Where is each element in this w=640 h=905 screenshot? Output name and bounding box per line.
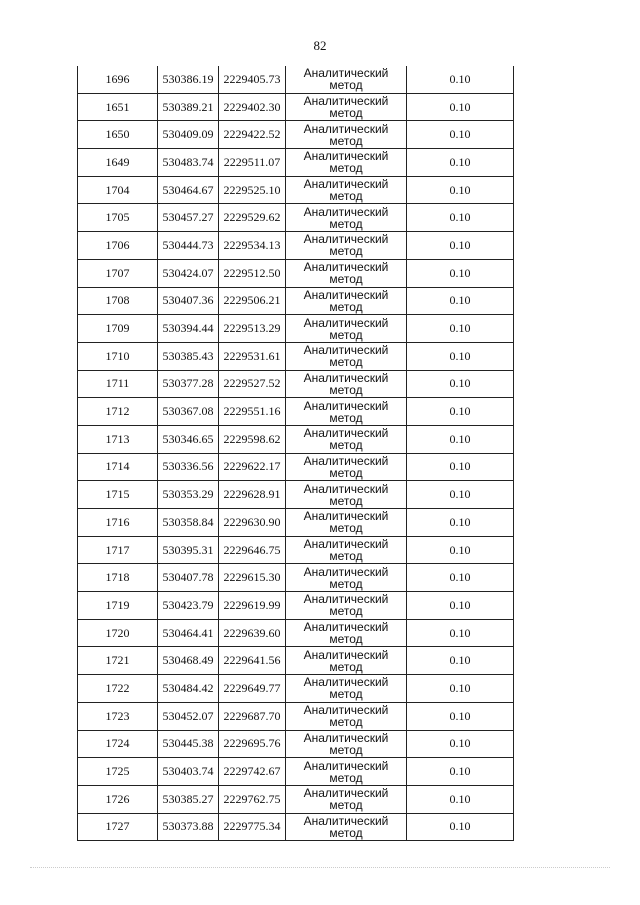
method-cell [286, 370, 407, 398]
y-coordinate-cell: 2229641.56 [219, 647, 286, 675]
method-cell [286, 287, 407, 315]
point-number-cell: 1696 [78, 66, 158, 93]
y-coordinate-cell: 2229529.62 [219, 204, 286, 232]
method-label-line2: метод [329, 521, 363, 536]
point-number-cell: 1721 [78, 647, 158, 675]
y-coordinate-cell: 2229551.16 [219, 398, 286, 426]
accuracy-cell: 0.10 [407, 425, 514, 453]
method-cell [286, 730, 407, 758]
x-coordinate-cell: 530407.78 [158, 564, 219, 592]
method-label-line1: Аналитический [303, 620, 389, 635]
x-coordinate-cell: 530444.73 [158, 232, 219, 260]
y-coordinate-cell: 2229511.07 [219, 149, 286, 177]
accuracy-cell: 0.10 [407, 564, 514, 592]
x-coordinate-cell: 530423.79 [158, 592, 219, 620]
accuracy-cell: 0.10 [407, 121, 514, 149]
method-label-line2: метод [329, 78, 363, 93]
method-cell [286, 592, 407, 620]
method-cell [286, 204, 407, 232]
point-number-cell: 1709 [78, 315, 158, 343]
method-label-line1: Аналитический [303, 758, 389, 773]
accuracy-cell: 0.10 [407, 509, 514, 537]
method-cell [286, 758, 407, 786]
x-coordinate-cell: 530385.27 [158, 785, 219, 813]
method-cell [286, 342, 407, 370]
accuracy-cell: 0.10 [407, 481, 514, 509]
y-coordinate-cell: 2229687.70 [219, 702, 286, 730]
method-label-line1: Аналитический [303, 315, 389, 330]
method-cell [286, 93, 407, 121]
method-cell [286, 675, 407, 703]
method-label-line2: метод [329, 493, 363, 508]
x-coordinate-cell: 530483.74 [158, 149, 219, 177]
method-label-line2: метод [329, 549, 363, 564]
y-coordinate-cell: 2229513.29 [219, 315, 286, 343]
table-row [78, 675, 514, 703]
method-label-line1: Аналитический [303, 786, 389, 801]
method-label-line1: Аналитический [303, 343, 389, 358]
table-row [78, 813, 514, 841]
method-label-line2: метод [329, 798, 363, 813]
y-coordinate-cell: 2229405.73 [219, 66, 286, 93]
y-coordinate-cell: 2229525.10 [219, 176, 286, 204]
table-row [78, 149, 514, 177]
accuracy-cell: 0.10 [407, 149, 514, 177]
method-label-line2: метод [329, 465, 363, 480]
point-number-cell: 1710 [78, 342, 158, 370]
scan-artifact-divider [30, 867, 610, 869]
y-coordinate-cell: 2229775.34 [219, 813, 286, 841]
point-number-cell: 1724 [78, 730, 158, 758]
method-label-line2: метод [329, 632, 363, 647]
method-label-line2: метод [329, 299, 363, 314]
point-number-cell: 1716 [78, 509, 158, 537]
method-label-line2: метод [329, 189, 363, 204]
table-row [78, 66, 514, 93]
method-cell [286, 813, 407, 841]
method-label-line2: метод [329, 244, 363, 259]
method-label-line1: Аналитический [303, 426, 389, 441]
point-number-cell: 1727 [78, 813, 158, 841]
y-coordinate-cell: 2229695.76 [219, 730, 286, 758]
accuracy-cell: 0.10 [407, 702, 514, 730]
table-row [78, 121, 514, 149]
method-cell [286, 785, 407, 813]
point-number-cell: 1651 [78, 93, 158, 121]
y-coordinate-cell: 2229615.30 [219, 564, 286, 592]
table-row [78, 730, 514, 758]
method-label-line2: метод [329, 355, 363, 370]
method-label-line2: метод [329, 715, 363, 730]
method-label-line2: метод [329, 438, 363, 453]
method-label-line2: метод [329, 659, 363, 674]
x-coordinate-cell: 530353.29 [158, 481, 219, 509]
table-row [78, 370, 514, 398]
method-label-line1: Аналитический [303, 481, 389, 496]
accuracy-cell: 0.10 [407, 398, 514, 426]
method-label-line1: Аналитический [303, 453, 389, 468]
point-number-cell: 1712 [78, 398, 158, 426]
table-row [78, 758, 514, 786]
table-row [78, 287, 514, 315]
method-label-line1: Аналитический [303, 232, 389, 247]
accuracy-cell: 0.10 [407, 785, 514, 813]
table-row [78, 619, 514, 647]
method-label-line2: метод [329, 825, 363, 840]
accuracy-cell: 0.10 [407, 592, 514, 620]
method-cell [286, 536, 407, 564]
method-label-line1: Аналитический [303, 177, 389, 192]
x-coordinate-cell: 530424.07 [158, 259, 219, 287]
table-row [78, 342, 514, 370]
x-coordinate-cell: 530377.28 [158, 370, 219, 398]
x-coordinate-cell: 530395.31 [158, 536, 219, 564]
accuracy-cell: 0.10 [407, 675, 514, 703]
point-number-cell: 1707 [78, 259, 158, 287]
point-number-cell: 1706 [78, 232, 158, 260]
method-cell [286, 647, 407, 675]
method-cell [286, 149, 407, 177]
table-row [78, 315, 514, 343]
method-label-line2: метод [329, 687, 363, 702]
method-label-line1: Аналитический [303, 287, 389, 302]
point-number-cell: 1705 [78, 204, 158, 232]
x-coordinate-cell: 530389.21 [158, 93, 219, 121]
point-number-cell: 1713 [78, 425, 158, 453]
method-label-line1: Аналитический [303, 370, 389, 385]
method-cell [286, 702, 407, 730]
accuracy-cell: 0.10 [407, 259, 514, 287]
accuracy-cell: 0.10 [407, 232, 514, 260]
x-coordinate-cell: 530358.84 [158, 509, 219, 537]
x-coordinate-cell: 530464.67 [158, 176, 219, 204]
method-label-line1: Аналитический [303, 398, 389, 413]
method-label-line2: метод [329, 604, 363, 619]
point-number-cell: 1719 [78, 592, 158, 620]
method-label-line2: метод [329, 770, 363, 785]
method-label-line2: метод [329, 327, 363, 342]
table-row [78, 398, 514, 426]
method-label-line1: Аналитический [303, 537, 389, 552]
point-number-cell: 1718 [78, 564, 158, 592]
point-number-cell: 1715 [78, 481, 158, 509]
y-coordinate-cell: 2229402.30 [219, 93, 286, 121]
method-label-line2: метод [329, 742, 363, 757]
method-cell [286, 564, 407, 592]
page-number: 82 [313, 38, 327, 53]
point-number-cell: 1723 [78, 702, 158, 730]
y-coordinate-cell: 2229762.75 [219, 785, 286, 813]
y-coordinate-cell: 2229639.60 [219, 619, 286, 647]
method-label-line1: Аналитический [303, 204, 389, 219]
method-label-line1: Аналитический [303, 260, 389, 275]
accuracy-cell: 0.10 [407, 619, 514, 647]
x-coordinate-cell: 530367.08 [158, 398, 219, 426]
x-coordinate-cell: 530385.43 [158, 342, 219, 370]
method-label-line1: Аналитический [303, 703, 389, 718]
table-row [78, 93, 514, 121]
x-coordinate-cell: 530484.42 [158, 675, 219, 703]
method-label-line1: Аналитический [303, 813, 389, 828]
x-coordinate-cell: 530464.41 [158, 619, 219, 647]
y-coordinate-cell: 2229742.67 [219, 758, 286, 786]
point-number-cell: 1714 [78, 453, 158, 481]
method-cell [286, 398, 407, 426]
y-coordinate-cell: 2229622.17 [219, 453, 286, 481]
method-cell [286, 509, 407, 537]
point-number-cell: 1650 [78, 121, 158, 149]
y-coordinate-cell: 2229628.91 [219, 481, 286, 509]
accuracy-cell: 0.10 [407, 176, 514, 204]
accuracy-cell: 0.10 [407, 66, 514, 93]
point-number-cell: 1649 [78, 149, 158, 177]
x-coordinate-cell: 530452.07 [158, 702, 219, 730]
x-coordinate-cell: 530336.56 [158, 453, 219, 481]
accuracy-cell: 0.10 [407, 93, 514, 121]
point-number-cell: 1720 [78, 619, 158, 647]
table-row [78, 592, 514, 620]
point-number-cell: 1704 [78, 176, 158, 204]
x-coordinate-cell: 530394.44 [158, 315, 219, 343]
y-coordinate-cell: 2229646.75 [219, 536, 286, 564]
accuracy-cell: 0.10 [407, 730, 514, 758]
table-row [78, 425, 514, 453]
point-number-cell: 1726 [78, 785, 158, 813]
point-number-cell: 1725 [78, 758, 158, 786]
table-row [78, 481, 514, 509]
method-label-line1: Аналитический [303, 121, 389, 136]
y-coordinate-cell: 2229506.21 [219, 287, 286, 315]
accuracy-cell: 0.10 [407, 287, 514, 315]
method-label-line2: метод [329, 382, 363, 397]
method-label-line2: метод [329, 133, 363, 148]
table-row [78, 785, 514, 813]
x-coordinate-cell: 530409.09 [158, 121, 219, 149]
method-cell [286, 481, 407, 509]
method-cell [286, 176, 407, 204]
accuracy-cell: 0.10 [407, 204, 514, 232]
table-row [78, 702, 514, 730]
table-row [78, 509, 514, 537]
method-label-line2: метод [329, 576, 363, 591]
y-coordinate-cell: 2229534.13 [219, 232, 286, 260]
method-label-line1: Аналитический [303, 94, 389, 109]
table-row [78, 536, 514, 564]
coordinates-table [77, 66, 514, 841]
y-coordinate-cell: 2229630.90 [219, 509, 286, 537]
accuracy-cell: 0.10 [407, 813, 514, 841]
method-label-line1: Аналитический [303, 149, 389, 164]
y-coordinate-cell: 2229527.52 [219, 370, 286, 398]
method-label-line2: метод [329, 272, 363, 287]
point-number-cell: 1711 [78, 370, 158, 398]
table-row [78, 232, 514, 260]
method-cell [286, 121, 407, 149]
table-row [78, 647, 514, 675]
y-coordinate-cell: 2229512.50 [219, 259, 286, 287]
accuracy-cell: 0.10 [407, 758, 514, 786]
point-number-cell: 1722 [78, 675, 158, 703]
table-row [78, 176, 514, 204]
table-row [78, 453, 514, 481]
x-coordinate-cell: 530468.49 [158, 647, 219, 675]
method-cell [286, 425, 407, 453]
method-label-line1: Аналитический [303, 592, 389, 607]
accuracy-cell: 0.10 [407, 536, 514, 564]
method-label-line1: Аналитический [303, 675, 389, 690]
y-coordinate-cell: 2229531.61 [219, 342, 286, 370]
method-label-line1: Аналитический [303, 509, 389, 524]
method-cell [286, 232, 407, 260]
method-cell [286, 453, 407, 481]
accuracy-cell: 0.10 [407, 647, 514, 675]
table-row [78, 564, 514, 592]
x-coordinate-cell: 530403.74 [158, 758, 219, 786]
y-coordinate-cell: 2229598.62 [219, 425, 286, 453]
x-coordinate-cell: 530346.65 [158, 425, 219, 453]
y-coordinate-cell: 2229649.77 [219, 675, 286, 703]
x-coordinate-cell: 530386.19 [158, 66, 219, 93]
method-label-line1: Аналитический [303, 730, 389, 745]
coordinates-table-body [78, 66, 514, 841]
method-cell [286, 619, 407, 647]
method-cell [286, 315, 407, 343]
table-row [78, 259, 514, 287]
method-label-line2: метод [329, 161, 363, 176]
x-coordinate-cell: 530457.27 [158, 204, 219, 232]
accuracy-cell: 0.10 [407, 370, 514, 398]
accuracy-cell: 0.10 [407, 453, 514, 481]
x-coordinate-cell: 530373.88 [158, 813, 219, 841]
point-number-cell: 1708 [78, 287, 158, 315]
method-label-line2: метод [329, 106, 363, 121]
x-coordinate-cell: 530407.36 [158, 287, 219, 315]
x-coordinate-cell: 530445.38 [158, 730, 219, 758]
method-label-line1: Аналитический [303, 66, 389, 81]
y-coordinate-cell: 2229422.52 [219, 121, 286, 149]
y-coordinate-cell: 2229619.99 [219, 592, 286, 620]
method-label-line2: метод [329, 410, 363, 425]
method-label-line1: Аналитический [303, 564, 389, 579]
table-row [78, 204, 514, 232]
method-cell [286, 259, 407, 287]
accuracy-cell: 0.10 [407, 315, 514, 343]
method-cell [286, 66, 407, 93]
method-label-line1: Аналитический [303, 647, 389, 662]
point-number-cell: 1717 [78, 536, 158, 564]
method-label-line2: метод [329, 216, 363, 231]
accuracy-cell: 0.10 [407, 342, 514, 370]
